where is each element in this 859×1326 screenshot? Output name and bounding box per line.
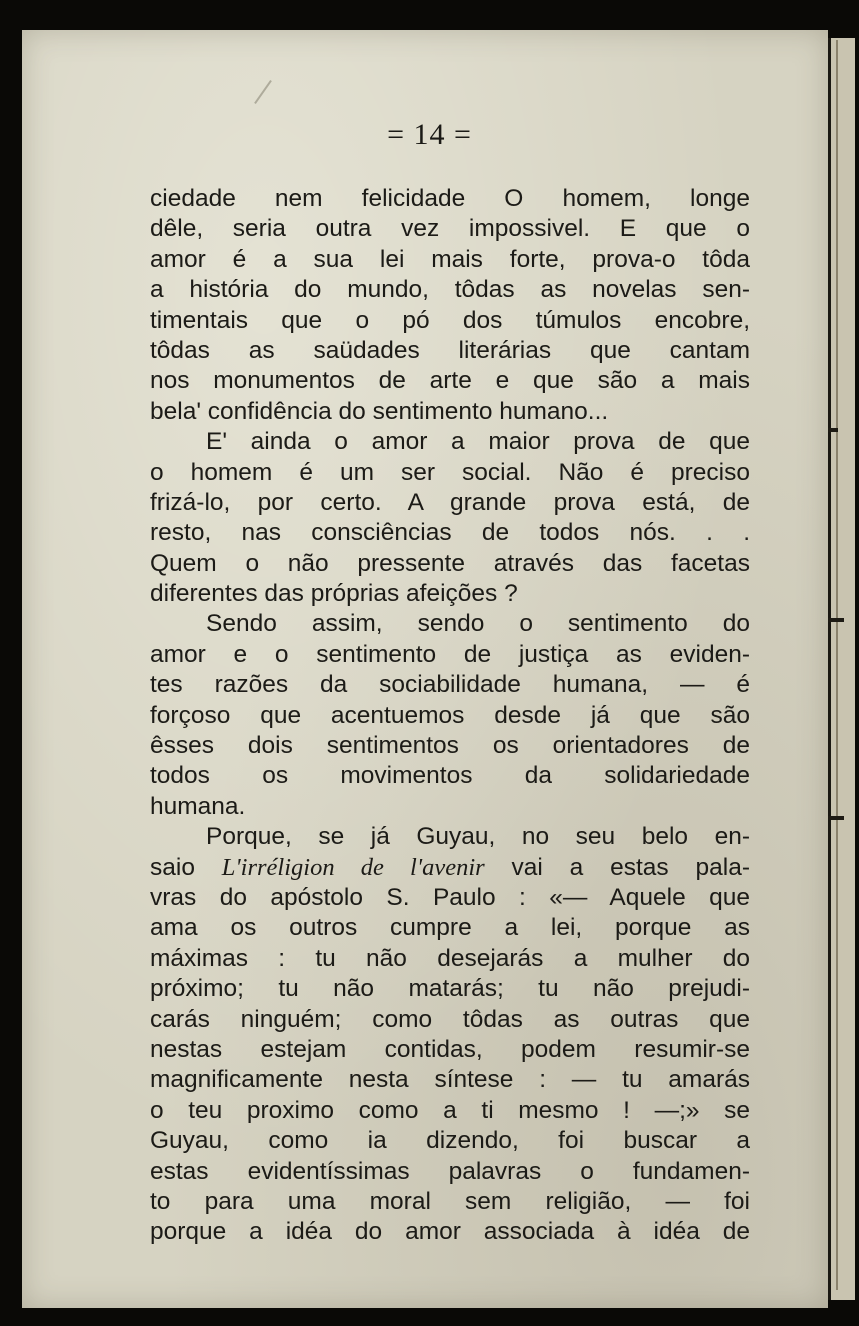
text-line-with-title — [150, 853, 750, 883]
body-text — [150, 184, 750, 1248]
text-line: timentais que o pó dos túmulos encobre, — [150, 306, 750, 334]
text-line: êsses dois sentimentos os orientadores de — [150, 732, 750, 760]
page-number: = 14 = — [387, 118, 472, 151]
text-line: vras do apóstolo S. Paulo : «— Aquele que — [150, 883, 750, 911]
text-line: tôdas as saüdades literárias que cantam — [150, 336, 750, 364]
text-fragment: vai a estas pala- — [484, 853, 750, 881]
text-line: Guyau, como ia dizendo, foi buscar a — [150, 1127, 750, 1155]
next-page-edge — [828, 38, 855, 1300]
text-line: estas evidentíssimas palavras o fundamen- — [150, 1157, 750, 1185]
page-edge-shadow — [836, 40, 838, 1290]
text-line: próximo; tu não matarás; tu não prejudi- — [150, 975, 750, 1003]
text-line: to para uma moral sem religião, — foi — [150, 1187, 750, 1215]
text-line: nos monumentos de arte e que são a mais — [150, 367, 750, 395]
text-line: ciedade nem felicidade O homem, longe — [150, 185, 750, 212]
text-line: E' ainda o amor a maior prova de que — [206, 428, 750, 456]
text-line: Porque, se já Guyau, no seu belo en- — [206, 823, 750, 851]
text-line: carás ninguém; como tôdas as outras que — [150, 1005, 750, 1033]
text-line: Sendo assim, sendo o sentimento do — [206, 610, 750, 638]
text-line: todos os movimentos da solidariedade — [150, 762, 750, 790]
text-line: resto, nas consciências de todos nós. . . — [150, 519, 750, 547]
text-fragment: saio — [150, 853, 222, 881]
text-line: Quem o não pressente através das facetas — [150, 549, 750, 577]
text-line: bela' confidência do sentimento humano... — [150, 397, 609, 425]
text-line: humana. — [150, 792, 246, 820]
text-line: amor é a sua lei mais forte, prova-o tôda — [150, 245, 750, 273]
text-line: dêle, seria outra vez impossivel. E que o — [150, 215, 750, 243]
text-line: nestas estejam contidas, podem resumir-se — [150, 1035, 750, 1063]
text-line: tes razões da sociabilidade humana, — é — [150, 671, 750, 699]
text-line: ama os outros cumpre a lei, porque as — [150, 914, 750, 942]
book-title: L'irréligion de l'avenir — [221, 853, 485, 881]
text-line: porque a idéa do amor associada à idéa de — [150, 1218, 750, 1246]
text-line: amor e o sentimento de justiça as eviden- — [150, 640, 750, 668]
text-line: frizá-lo, por certo. A grande prova está, de — [150, 488, 750, 516]
text-line: a história do mundo, tôdas as novelas sen- — [150, 276, 750, 304]
text-line: o homem é um ser social. Não é preciso — [150, 458, 750, 486]
pencil-mark — [254, 80, 272, 104]
text-line: magnificamente nesta síntese : — tu amarás — [150, 1066, 750, 1094]
text-line: máximas : tu não desejarás a mulher do — [150, 944, 750, 972]
text-line: forçoso que acentuemos desde já que são — [150, 701, 750, 729]
text-line: o teu proximo como a ti mesmo ! —;» se — [150, 1096, 750, 1124]
text-line: diferentes das próprias afeições ? — [150, 580, 518, 608]
